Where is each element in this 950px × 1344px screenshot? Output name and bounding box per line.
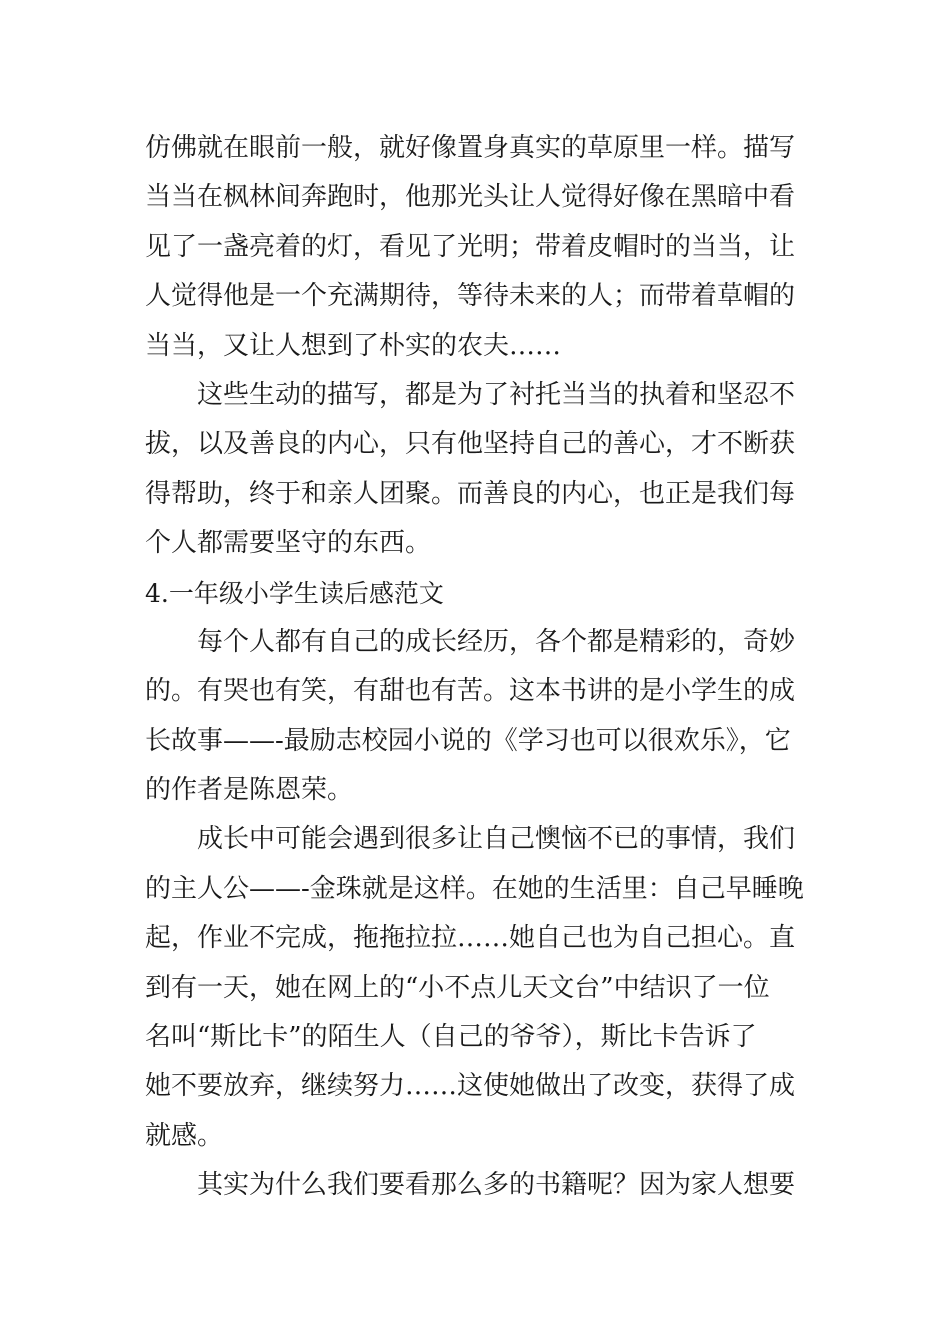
text-line: 她不要放弃，继续努力……这使她做出了改变，获得了成 [145,1071,796,1102]
text-line: 名叫“斯比卡”的陌生人（自己的爷爷），斯比卡告诉了 [145,1022,757,1053]
text-line: 当当，又让人想到了朴实的农夫…… [145,330,562,361]
document-body [145,124,809,1211]
text-line: 每个人都有自己的成长经历，各个都是精彩的，奇妙 [197,626,796,657]
text-line: 这些生动的描写，都是为了衬托当当的执着和坚忍不 [197,379,796,410]
text-line: 得帮助，终于和亲人团聚。而善良的内心，也正是我们每 [145,478,796,509]
text-line: 个人都需要坚守的东西。 [145,528,432,559]
section-heading: 4.一年级小学生读后感范文 [145,578,444,608]
text-line: 的。有哭也有笑，有甜也有苦。这本书讲的是小学生的成 [145,676,796,707]
text-line: 到有一天，她在网上的“小不点儿天文台”中结识了一位 [145,972,770,1003]
text-line: 其实为什么我们要看那么多的书籍呢？因为家人想要 [197,1170,796,1201]
text-line: 的作者是陈恩荣。 [145,775,354,806]
text-line: 拔，以及善良的内心，只有他坚持自己的善心，才不断获 [145,429,796,460]
text-line: 起，作业不完成，拖拖拉拉……她自己也为自己担心。直 [145,923,796,954]
text-line: 仿佛就在眼前一般，就好像置身真实的草原里一样。描写 [145,133,796,163]
text-line: 人觉得他是一个充满期待，等待未来的人；而带着草帽的 [145,281,796,312]
text-line: 成长中可能会遇到很多让自己懊恼不已的事情，我们 [197,824,796,855]
text-line: 当当在枫林间奔跑时，他那光头让人觉得好像在黑暗中看 [145,182,796,213]
text-line: 长故事——-最励志校园小说的《学习也可以很欢乐》，它 [145,725,791,756]
text-line: 见了一盏亮着的灯，看见了光明；带着皮帽时的当当，让 [145,231,796,262]
text-line: 的主人公——-金珠就是这样。在她的生活里：自己早睡晚 [145,873,804,904]
text-line: 就感。 [145,1120,224,1151]
